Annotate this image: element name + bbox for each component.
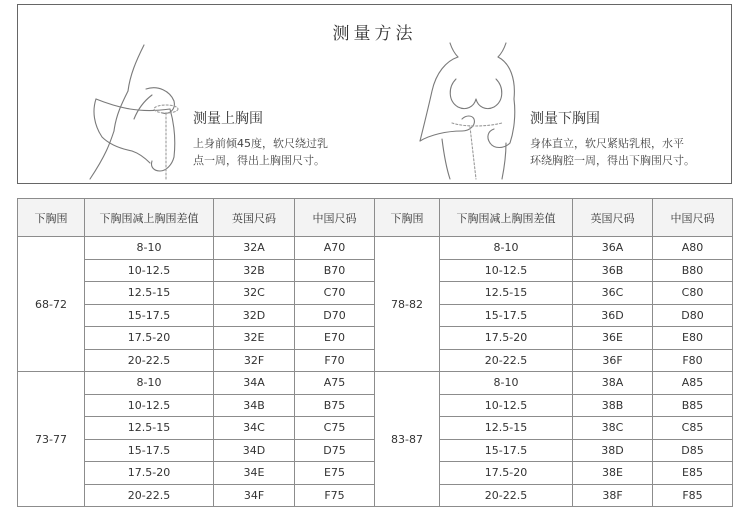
uk-size-cell: 34F <box>214 484 295 507</box>
difference-cell: 17.5-20 <box>85 327 214 350</box>
cn-size-cell: B75 <box>295 394 375 417</box>
upper-bust-illustration <box>66 39 206 181</box>
table-row <box>18 237 733 260</box>
difference-cell: 15-17.5 <box>85 304 214 327</box>
size-chart-table <box>17 198 733 507</box>
difference-cell: 8-10 <box>440 237 573 260</box>
uk-size-cell: 38A <box>573 372 653 395</box>
cn-size-cell: E70 <box>295 327 375 350</box>
upper-bust-description: 上身前倾45度，软尺绕过乳 点一周，得出上胸围尺寸。 <box>193 137 328 167</box>
difference-cell: 10-12.5 <box>440 394 573 417</box>
uk-size-cell: 32D <box>214 304 295 327</box>
underbust-range-cell: 73-77 <box>18 372 85 507</box>
cn-size-cell: C80 <box>653 282 733 305</box>
uk-size-cell: 36E <box>573 327 653 350</box>
uk-size-cell: 38C <box>573 417 653 440</box>
difference-cell: 17.5-20 <box>440 327 573 350</box>
lower-bust-description: 身体直立，软尺紧贴乳根，水平 环绕胸腔一周，得出下胸围尺寸。 <box>530 137 695 167</box>
uk-size-cell: 38B <box>573 394 653 417</box>
cn-size-cell: E75 <box>295 462 375 485</box>
cn-size-cell: C75 <box>295 417 375 440</box>
cn-size-cell: B80 <box>653 259 733 282</box>
column-header: 英国尺码 <box>573 199 653 237</box>
uk-size-cell: 32B <box>214 259 295 282</box>
column-header: 下胸围 <box>375 199 440 237</box>
uk-size-cell: 36A <box>573 237 653 260</box>
cn-size-cell: E80 <box>653 327 733 350</box>
cn-size-cell: B85 <box>653 394 733 417</box>
uk-size-cell: 38E <box>573 462 653 485</box>
underbust-range-cell: 78-82 <box>375 237 440 372</box>
cn-size-cell: D80 <box>653 304 733 327</box>
uk-size-cell: 36B <box>573 259 653 282</box>
column-header: 英国尺码 <box>214 199 295 237</box>
cn-size-cell: C70 <box>295 282 375 305</box>
uk-size-cell: 32E <box>214 327 295 350</box>
cn-size-cell: F75 <box>295 484 375 507</box>
difference-cell: 17.5-20 <box>85 462 214 485</box>
lower-bust-illustration <box>406 39 536 181</box>
difference-cell: 10-12.5 <box>85 259 214 282</box>
cn-size-cell: A75 <box>295 372 375 395</box>
difference-cell: 12.5-15 <box>440 417 573 440</box>
uk-size-cell: 38F <box>573 484 653 507</box>
method-title: 测量方法 <box>332 24 417 44</box>
cn-size-cell: F80 <box>653 349 733 372</box>
difference-cell: 20-22.5 <box>85 349 214 372</box>
difference-cell: 10-12.5 <box>440 259 573 282</box>
difference-cell: 20-22.5 <box>440 484 573 507</box>
difference-cell: 12.5-15 <box>440 282 573 305</box>
difference-cell: 15-17.5 <box>440 439 573 462</box>
uk-size-cell: 32A <box>214 237 295 260</box>
table-header-row <box>18 199 733 237</box>
difference-cell: 15-17.5 <box>85 439 214 462</box>
cn-size-cell: A70 <box>295 237 375 260</box>
difference-cell: 12.5-15 <box>85 282 214 305</box>
difference-cell: 17.5-20 <box>440 462 573 485</box>
uk-size-cell: 32F <box>214 349 295 372</box>
measurement-method-panel <box>17 4 732 184</box>
column-header: 中国尺码 <box>653 199 733 237</box>
cn-size-cell: D85 <box>653 439 733 462</box>
lower-bust-heading: 测量下胸围 <box>530 111 600 127</box>
underbust-range-cell: 83-87 <box>375 372 440 507</box>
cn-size-cell: F85 <box>653 484 733 507</box>
uk-size-cell: 34A <box>214 372 295 395</box>
cn-size-cell: E85 <box>653 462 733 485</box>
uk-size-cell: 36F <box>573 349 653 372</box>
upper-bust-heading: 测量上胸围 <box>193 111 263 127</box>
cn-size-cell: A85 <box>653 372 733 395</box>
uk-size-cell: 38D <box>573 439 653 462</box>
difference-cell: 8-10 <box>440 372 573 395</box>
cn-size-cell: B70 <box>295 259 375 282</box>
uk-size-cell: 34B <box>214 394 295 417</box>
difference-cell: 20-22.5 <box>85 484 214 507</box>
underbust-range-cell: 68-72 <box>18 237 85 372</box>
cn-size-cell: D70 <box>295 304 375 327</box>
cn-size-cell: F70 <box>295 349 375 372</box>
difference-cell: 12.5-15 <box>85 417 214 440</box>
column-header: 下胸围 <box>18 199 85 237</box>
cn-size-cell: A80 <box>653 237 733 260</box>
difference-cell: 8-10 <box>85 372 214 395</box>
cn-size-cell: C85 <box>653 417 733 440</box>
column-header: 下胸围减上胸围差值 <box>85 199 214 237</box>
difference-cell: 15-17.5 <box>440 304 573 327</box>
uk-size-cell: 32C <box>214 282 295 305</box>
difference-cell: 20-22.5 <box>440 349 573 372</box>
column-header: 中国尺码 <box>295 199 375 237</box>
cn-size-cell: D75 <box>295 439 375 462</box>
uk-size-cell: 34D <box>214 439 295 462</box>
difference-cell: 10-12.5 <box>85 394 214 417</box>
table-row <box>18 372 733 395</box>
column-header: 下胸围减上胸围差值 <box>440 199 573 237</box>
difference-cell: 8-10 <box>85 237 214 260</box>
uk-size-cell: 36D <box>573 304 653 327</box>
uk-size-cell: 34C <box>214 417 295 440</box>
uk-size-cell: 36C <box>573 282 653 305</box>
uk-size-cell: 34E <box>214 462 295 485</box>
